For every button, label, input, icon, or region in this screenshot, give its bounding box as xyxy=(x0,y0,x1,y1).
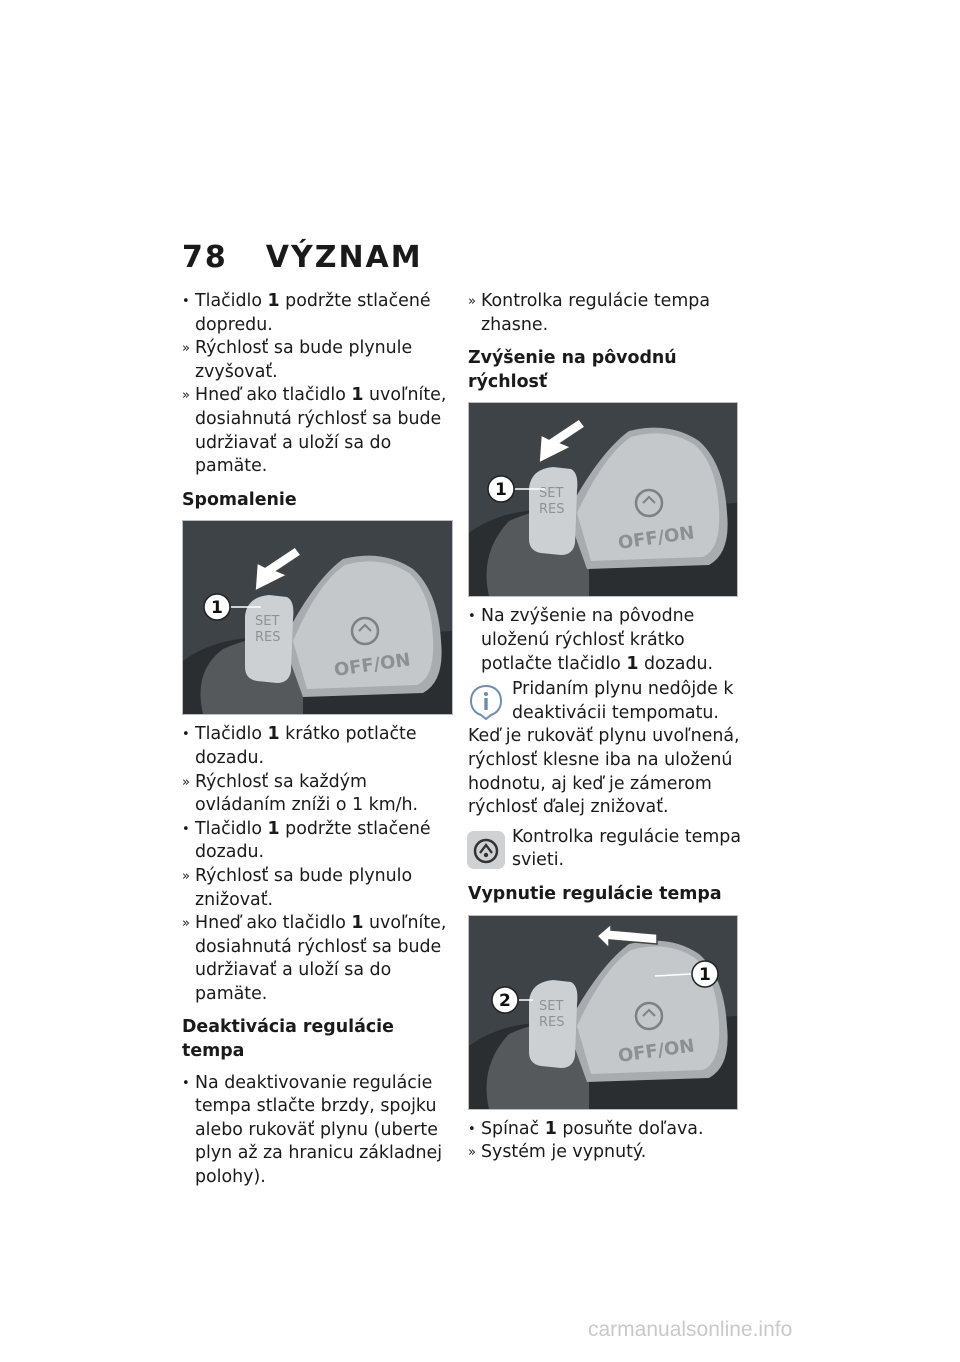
result-marker: » xyxy=(182,388,190,404)
step-callout-number: 1 xyxy=(267,291,280,311)
figure-resume-speed xyxy=(468,402,738,597)
step-callout-number: 1 xyxy=(351,385,364,406)
result-step xyxy=(182,384,457,478)
right-column xyxy=(468,290,743,1165)
action-step xyxy=(468,605,743,676)
bullet-marker: • xyxy=(182,294,190,309)
action-step xyxy=(468,1118,743,1142)
list-steps-indicator-off xyxy=(468,290,743,337)
info-note-text: Pridaním plynu nedôjde k deaktivácii tempomatu. xyxy=(512,679,734,723)
result-marker: » xyxy=(182,341,190,357)
heading-spomalenie: Spomalenie xyxy=(182,489,297,510)
step-text: Hneď ako tlačidlo xyxy=(195,385,352,406)
step-callout-number: 1 xyxy=(351,913,364,934)
step-text: Na zvýšenie na pôvodne uloženú rýchlosť krátko potlačte tlačidlo xyxy=(481,606,695,674)
list-steps-resume xyxy=(468,605,743,676)
result-step xyxy=(182,912,457,1006)
step-text-end: uvoľníte, dosiahnutá rýchlosť sa bude udržiavať a uloží sa do pamäte. xyxy=(195,913,447,1004)
figure3-label-1: 1 xyxy=(699,964,711,985)
step-text: Kontrolka regulácie tempa zhasne. xyxy=(481,291,710,335)
result-marker: » xyxy=(468,1145,476,1161)
figure2-offon-text: OFF/ON xyxy=(616,522,696,555)
info-note-continuation: Keď je rukoväť plynu uvoľnená, rýchlosť klesne iba na uloženú hodnotu, aj keď je zámerom rýchlosť ďalej znižovať. xyxy=(468,726,740,818)
figure1-set-text: SET xyxy=(255,614,280,630)
result-marker: » xyxy=(182,868,190,884)
bullet-marker: • xyxy=(468,609,476,625)
step-text-end: krátko potlačte dozadu. xyxy=(195,724,417,768)
action-step xyxy=(182,723,457,770)
list-steps-deactivation xyxy=(182,1072,457,1190)
action-step xyxy=(182,818,457,865)
heading-zvysenie: Zvýšenie na pôvodnú rýchlosť xyxy=(468,348,677,392)
cruise-control-indicator-icon xyxy=(466,830,506,870)
step-text: Tlačidlo xyxy=(195,818,268,839)
info-note xyxy=(468,678,743,725)
step-callout-number: 1 xyxy=(544,1118,557,1139)
step-text-end: posuňte doľava. xyxy=(556,1118,704,1139)
action-step xyxy=(182,290,457,337)
result-marker: » xyxy=(182,774,190,790)
heading-deaktivacia: Deaktivácia regulácie tempa xyxy=(182,1017,394,1062)
result-step xyxy=(182,337,457,384)
indicator-note xyxy=(468,826,743,873)
bullet-marker: • xyxy=(182,821,190,837)
result-marker: » xyxy=(182,916,190,932)
step-text: Spínač xyxy=(481,1118,545,1139)
result-step xyxy=(182,771,457,818)
figure1-res-text: RES xyxy=(255,630,281,646)
figure2-set-text: SET xyxy=(539,486,564,502)
page-header xyxy=(182,240,423,275)
figure3-label-2: 2 xyxy=(499,990,511,1011)
heading-vypnutie: Vypnutie regulácie tempa xyxy=(468,883,722,904)
step-text: Tlačidlo xyxy=(195,724,268,745)
list-steps-hold-forward xyxy=(182,290,457,479)
list-steps-switch-off xyxy=(468,1118,743,1165)
step-text-end: podržte stlačené dopredu. xyxy=(195,291,431,335)
step-callout-number: 1 xyxy=(626,653,639,674)
step-text: Hneď ako tlačidlo xyxy=(195,913,352,934)
result-step xyxy=(182,865,457,912)
footer-watermark: carmanualsonline.info xyxy=(588,1318,793,1341)
step-text: Rýchlosť sa bude plynulo znižovať. xyxy=(195,865,413,910)
step-text-end: dozadu. xyxy=(638,653,714,674)
info-icon xyxy=(468,684,504,720)
figure2-label-1: 1 xyxy=(495,480,507,501)
indicator-note-text: Kontrolka regulácie tempa svieti. xyxy=(512,826,741,871)
page-number: 78 xyxy=(182,240,228,275)
step-text: Rýchlosť sa bude plynule zvyšovať. xyxy=(195,338,413,382)
step-text: Tlačidlo xyxy=(195,291,268,311)
action-step xyxy=(182,1072,457,1190)
bullet-marker: • xyxy=(468,1121,476,1137)
figure3-set-text: SET xyxy=(539,998,564,1014)
bullet-marker: • xyxy=(182,1075,190,1091)
figure-slow-down xyxy=(182,520,453,715)
figure1-label-1: 1 xyxy=(211,598,223,619)
step-text: Systém je vypnutý. xyxy=(481,1142,647,1163)
figure2-res-text: RES xyxy=(539,502,565,518)
result-marker: » xyxy=(468,294,476,309)
figure3-res-text: RES xyxy=(539,1014,565,1030)
step-callout-number: 1 xyxy=(267,724,280,745)
page-title: VÝZNAM xyxy=(265,240,423,275)
figure-switch-off xyxy=(468,915,738,1110)
figure3-offon-text: OFF/ON xyxy=(616,1034,696,1067)
step-text: Rýchlosť sa každým ovládaním zníži o 1 km/h. xyxy=(195,771,419,816)
figure1-offon-text: OFF/ON xyxy=(332,649,412,682)
step-callout-number: 1 xyxy=(267,818,280,839)
step-text-end: podržte stlačené dozadu. xyxy=(195,818,431,863)
result-step xyxy=(468,290,743,337)
step-text-end: uvoľníte, dosiahnutá rýchlosť sa bude udržiavať a uloží sa do pamäte. xyxy=(195,385,447,477)
step-text: Na deaktivovanie regulácie tempa stlačte brzdy, spojku alebo rukoväť plynu (uberte plyn až za hranicu základnej polohy). xyxy=(195,1072,443,1188)
list-steps-slow-down xyxy=(182,723,457,1006)
bullet-marker: • xyxy=(182,727,190,743)
left-column xyxy=(182,290,457,1190)
result-step xyxy=(468,1141,743,1165)
